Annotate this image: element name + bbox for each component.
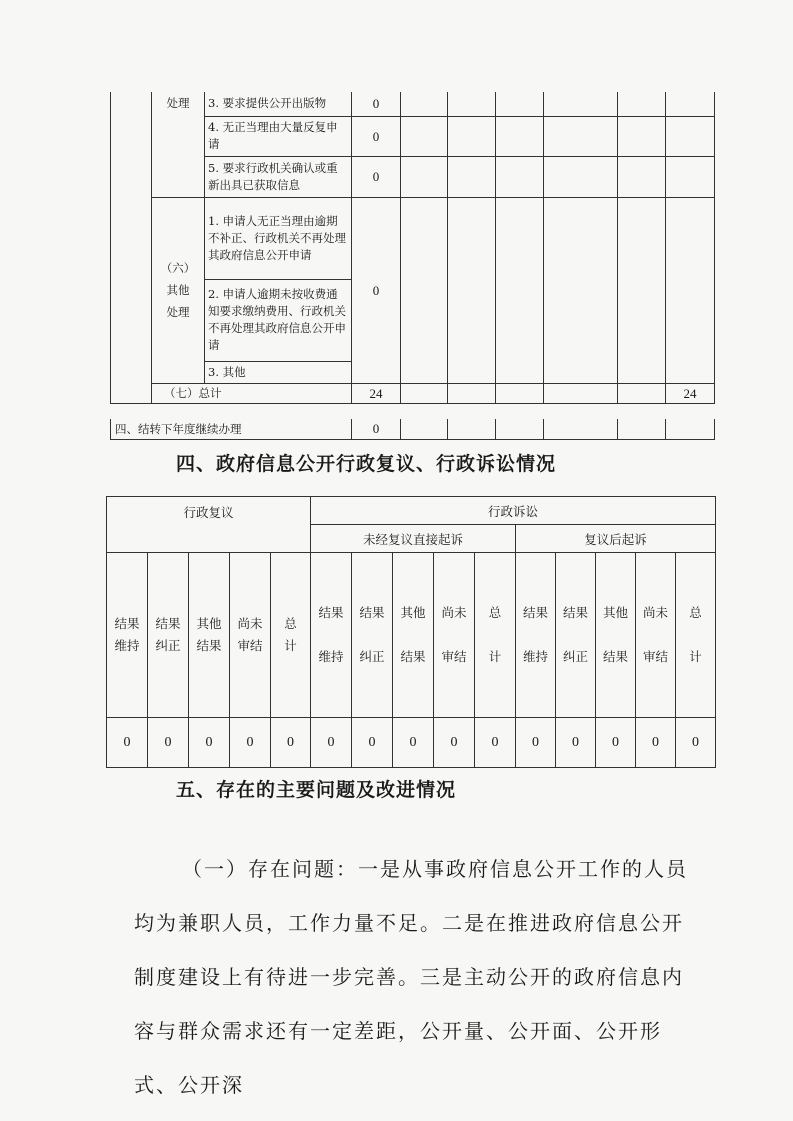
value-cell: 0 bbox=[311, 718, 352, 768]
empty-cell bbox=[544, 156, 618, 197]
value-cell: 0 bbox=[556, 718, 596, 768]
category-line: 处理 bbox=[166, 305, 190, 319]
value-cell: 0 bbox=[148, 718, 189, 768]
empty-cell bbox=[401, 156, 448, 197]
empty-cell bbox=[618, 197, 666, 383]
category-other-handling bbox=[152, 197, 205, 383]
empty-cell bbox=[544, 116, 618, 156]
row-item: 3. 要求提供公开出版物 bbox=[205, 92, 352, 116]
empty-cell bbox=[448, 383, 496, 403]
empty-cell bbox=[666, 116, 715, 156]
value-cell: 0 bbox=[393, 718, 434, 768]
empty-cell bbox=[544, 197, 618, 383]
value-cell: 0 bbox=[107, 718, 148, 768]
paragraph-text: （一）存在问题：一是从事政府信息公开工作的人员均为兼职人员，工作力量不足。二是在推进政府信息公开制度建设上有待进一步完善。三是主动公开的政府信息内容与群众需求还有一定差距，公开量、公开面、公开形式、公开深 bbox=[134, 857, 688, 1097]
empty-cell bbox=[401, 116, 448, 156]
empty-cell bbox=[666, 92, 715, 116]
row-value: 0 bbox=[352, 92, 401, 116]
col-header: 总 计 bbox=[475, 553, 516, 718]
empty-cell bbox=[496, 92, 544, 116]
empty-cell bbox=[544, 383, 618, 403]
total-value: 24 bbox=[352, 383, 401, 403]
row-item: 3. 其他 bbox=[205, 361, 352, 383]
empty-cell bbox=[496, 383, 544, 403]
col-header: 结果 纠正 bbox=[556, 553, 596, 718]
application-handling-table bbox=[110, 92, 715, 404]
empty-cell bbox=[448, 156, 496, 197]
value-cell: 0 bbox=[636, 718, 676, 768]
review-header: 行政复议 bbox=[107, 497, 311, 553]
empty-cell bbox=[666, 419, 715, 439]
empty-cell bbox=[448, 419, 496, 439]
carryover-table bbox=[110, 419, 715, 440]
outer-category-cell bbox=[111, 92, 152, 403]
col-header: 结果 维持 bbox=[516, 553, 556, 718]
category-line: （六） bbox=[160, 261, 196, 275]
empty-cell bbox=[544, 419, 618, 439]
value-cell: 0 bbox=[434, 718, 475, 768]
col-header: 其他 结果 bbox=[596, 553, 636, 718]
col-header: 尚未 审结 bbox=[230, 553, 271, 718]
category-line: 其他 bbox=[166, 283, 190, 297]
empty-cell bbox=[496, 156, 544, 197]
empty-cell bbox=[401, 197, 448, 383]
row-item: 4. 无正当理由大量反复申请 bbox=[205, 116, 352, 156]
col-header: 总 计 bbox=[676, 553, 716, 718]
row-value: 0 bbox=[352, 116, 401, 156]
row-item: 2. 申请人逾期未按收费通知要求缴纳费用、行政机关不再处理其政府信息公开申请 bbox=[205, 279, 352, 361]
value-cell: 0 bbox=[352, 718, 393, 768]
total-label: （七）总计 bbox=[152, 383, 352, 403]
col-header: 尚未 审结 bbox=[636, 553, 676, 718]
empty-cell bbox=[448, 116, 496, 156]
col-header: 结果 维持 bbox=[311, 553, 352, 718]
empty-cell bbox=[401, 419, 448, 439]
empty-cell bbox=[448, 197, 496, 383]
empty-cell bbox=[618, 92, 666, 116]
empty-cell bbox=[401, 92, 448, 116]
empty-cell bbox=[618, 383, 666, 403]
value-cell: 0 bbox=[189, 718, 230, 768]
col-header: 结果 维持 bbox=[107, 553, 148, 718]
col-header: 尚未 审结 bbox=[434, 553, 475, 718]
value-cell: 0 bbox=[596, 718, 636, 768]
empty-cell bbox=[618, 156, 666, 197]
empty-cell bbox=[618, 116, 666, 156]
empty-cell bbox=[448, 92, 496, 116]
value-cell: 0 bbox=[676, 718, 716, 768]
carryover-label: 四、结转下年度继续办理 bbox=[111, 419, 352, 439]
section-heading-4: 四、政府信息公开行政复议、行政诉讼情况 bbox=[176, 453, 557, 475]
col-header: 其他 结果 bbox=[189, 553, 230, 718]
empty-cell bbox=[618, 419, 666, 439]
direct-suit-header: 未经复议直接起诉 bbox=[311, 525, 516, 553]
section-heading-5: 五、存在的主要问题及改进情况 bbox=[176, 779, 457, 801]
col-header: 结果 纠正 bbox=[148, 553, 189, 718]
empty-cell bbox=[666, 156, 715, 197]
value-cell: 0 bbox=[516, 718, 556, 768]
problems-paragraph bbox=[134, 842, 694, 1112]
row-value: 0 bbox=[352, 156, 401, 197]
review-litigation-table bbox=[106, 496, 716, 768]
category-handling: 处理 bbox=[152, 92, 205, 197]
value-cell: 0 bbox=[271, 718, 311, 768]
value-cell: 0 bbox=[475, 718, 516, 768]
col-header: 结果 纠正 bbox=[352, 553, 393, 718]
row-value: 0 bbox=[352, 197, 401, 383]
total-last-value: 24 bbox=[666, 383, 715, 403]
empty-cell bbox=[544, 92, 618, 116]
after-review-header: 复议后起诉 bbox=[516, 525, 716, 553]
row-item: 5. 要求行政机关确认或重新出具已获取信息 bbox=[205, 156, 352, 197]
value-cell: 0 bbox=[230, 718, 271, 768]
empty-cell bbox=[496, 116, 544, 156]
empty-cell bbox=[401, 383, 448, 403]
col-header: 其他 结果 bbox=[393, 553, 434, 718]
empty-cell bbox=[496, 419, 544, 439]
carryover-value: 0 bbox=[352, 419, 401, 439]
row-item: 1. 申请人无正当理由逾期不补正、行政机关不再处理其政府信息公开申请 bbox=[205, 197, 352, 279]
empty-cell bbox=[496, 197, 544, 383]
col-header: 总 计 bbox=[271, 553, 311, 718]
litigation-header: 行政诉讼 bbox=[311, 497, 716, 525]
empty-cell bbox=[666, 197, 715, 383]
